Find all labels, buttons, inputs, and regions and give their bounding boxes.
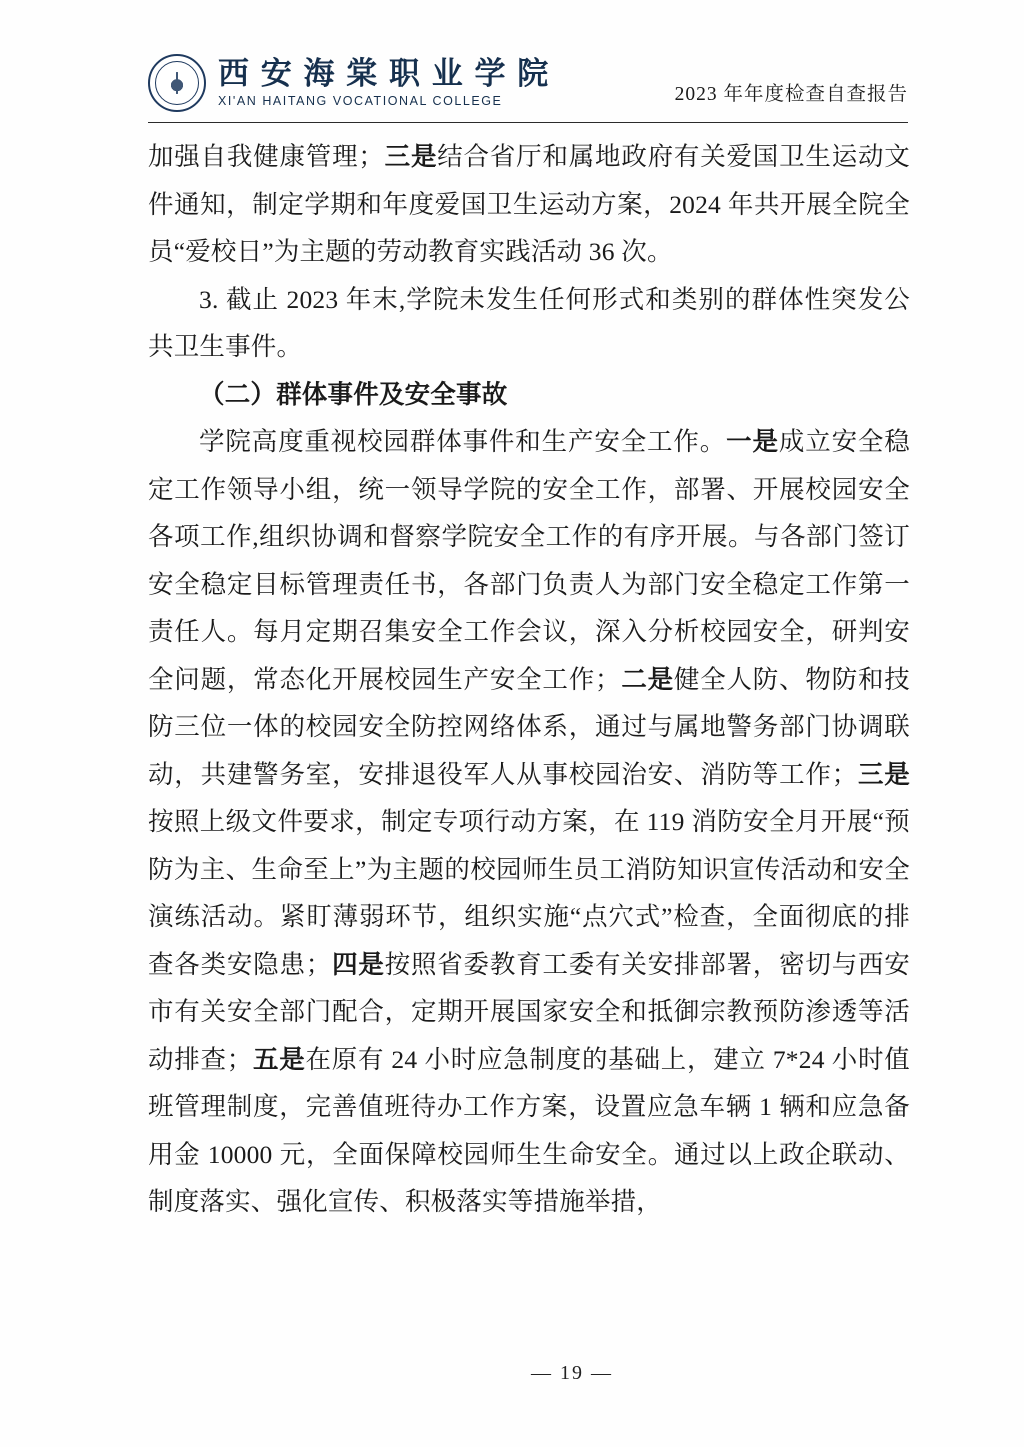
heading-section-2: [148, 371, 910, 419]
text-run: 按照省委教育工委有关安排部署，密切与西安市有关安全部门配合，定期开展国家安全和抵御宗教预防渗透等活动排查；: [148, 949, 910, 1074]
college-name-block: [218, 58, 550, 108]
college-logo: [148, 54, 550, 112]
college-name-en: XI'AN HAITANG VOCATIONAL COLLEGE: [218, 93, 503, 108]
page-number: — 19 —: [531, 1362, 613, 1384]
text-run: 结合省厅和属地政府有关爱国卫生运动文件通知，制定学期和年度爱国卫生运动方案，2024 年共开展全院全员“爱校日”为主题的劳动教育实践活动 36 次。: [148, 142, 910, 266]
text-run: 学院高度重视校园群体事件和生产安全工作。: [199, 427, 727, 456]
text-run: 按照上级文件要求，制定专项行动方案，在 119 消防安全月开展“预防为主、生命至上”为主题的校园师生员工消防知识宣传活动和安全演练活动。紧盯薄弱环节，组织实施“点穴式”检查，全面彻底的排查各类安隐患；: [148, 807, 910, 979]
text-run: 在原有 24 小时应急制度的基础上，建立 7*24 小时值班管理制度，完善值班待办工作方案，设置应急车辆 1 辆和应急备用金 10000 元，全面保障校园师生生命安全。通过以上政企联动、制度落实、强化宣传、积极落实等措施举措，: [148, 1044, 910, 1216]
text-run: 加强自我健康管理；: [148, 142, 385, 171]
college-name-cn: 西 安 海 棠 职 业 学 院: [218, 56, 551, 92]
para-item-3: [148, 276, 910, 371]
text-run: 3. 截止 2023 年末,学院未发生任何形式和类别的群体性突发公共卫生事件。: [148, 284, 910, 361]
college-seal-icon: [148, 54, 206, 112]
header-divider: [148, 122, 908, 123]
page-footer: [0, 1362, 1024, 1385]
para-continuation: [148, 133, 910, 276]
para-safety-work: [148, 418, 910, 1226]
text-run: 健全人防、物防和技防三位一体的校园安全防控网络体系，通过与属地警务部门协调联动，共建警务室，安排退役军人从事校园治安、消防等工作；: [148, 664, 910, 789]
emphasis-run: 五是: [252, 1044, 306, 1074]
text-run: 成立安全稳定工作领导小组，统一领导学院的安全工作，部署、开展校园安全各项工作,组织协调和督察学院安全工作的有序开展。与各部门签订安全稳定目标管理责任书，各部门负责人为部门安全稳定工作第一责任人。每月定期召集安全工作会议，深入分析校园安全，研判安全问题，常态化开展校园生产安全工作；: [148, 427, 910, 694]
emphasis-run: 二是: [620, 664, 674, 694]
emphasis-run: 四是: [331, 949, 385, 979]
document-title: 2023 年年度检查自查报告: [674, 84, 908, 105]
emphasis-run: 三是: [857, 759, 910, 789]
page-header: [148, 48, 908, 118]
emphasis-run: 一是: [726, 427, 779, 456]
emphasis-run: 三是: [384, 142, 438, 171]
document-body: [148, 133, 910, 1226]
emphasis-run: （二）群体事件及安全事故: [199, 379, 508, 409]
